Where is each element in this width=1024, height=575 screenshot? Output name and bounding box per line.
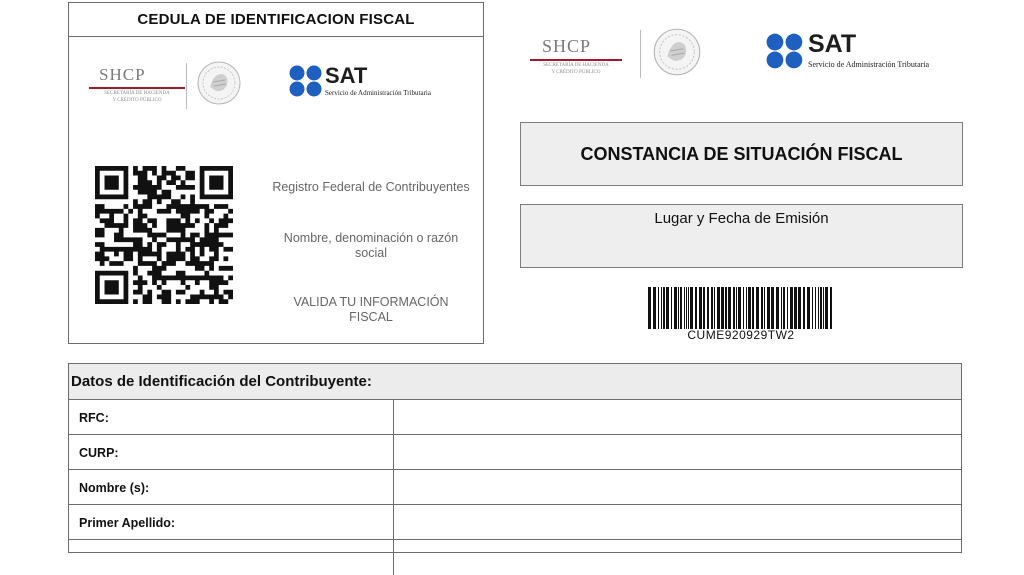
datos-table-title: Datos de Identificación del Contribuyente: [69, 364, 961, 400]
nombre-label-line-1: Nombre, denominación o razón [283, 231, 459, 245]
curp-field-label: CURP: [69, 435, 394, 469]
cedula-card [68, 2, 484, 344]
header-sat-subtitle: Servicio de Administración Tributaria [808, 60, 930, 69]
header-sat-dots-icon [766, 33, 804, 69]
valida-label-line-2: FISCAL [349, 310, 393, 324]
shcp-subtitle-1: SECRETARÍA DE HACIENDA [104, 91, 170, 96]
header-shcp-subtitle-1: SECRETARÍA DE HACIENDA [543, 63, 609, 68]
curp-field-value [394, 435, 961, 469]
constancia-title: CONSTANCIA DE SITUACIÓN FISCAL [580, 143, 903, 164]
qr-modules [95, 166, 233, 304]
barcode-bars [648, 287, 832, 329]
valida-label-line-1: VALIDA TU INFORMACIÓN [293, 295, 449, 309]
nombre-field-value [394, 470, 961, 504]
shcp-logo [87, 65, 187, 109]
sat-wordmark: SAT [325, 63, 368, 88]
rfc-label: Registro Federal de Contribuyentes [272, 180, 470, 194]
sat-logo [289, 65, 469, 101]
header-shcp-wordmark: SHCP [542, 36, 592, 56]
coat-of-arms-icon [196, 59, 242, 107]
shcp-wordmark: SHCP [99, 65, 146, 84]
shcp-subtitle-2: Y CRÉDITO PÚBLICO [112, 98, 162, 103]
lugar-fecha-box [520, 204, 963, 268]
table-row-curp [69, 435, 961, 470]
header-shcp-logo [528, 36, 624, 80]
constancia-title-box [520, 122, 963, 186]
header-sat-wordmark: SAT [808, 30, 857, 58]
header-sat-logo [766, 30, 966, 73]
next-field-label [69, 540, 394, 575]
table-row-next [69, 540, 961, 575]
shcp-divider-line [89, 87, 185, 89]
header-logo-separator [640, 30, 641, 78]
table-row-nombre [69, 470, 961, 505]
logo-separator [186, 63, 187, 109]
barcode [646, 287, 836, 329]
sat-dots-icon [289, 65, 323, 97]
table-row-rfc [69, 400, 961, 435]
sat-subtitle: Servicio de Administración Tributaria [325, 89, 431, 97]
next-field-value [394, 540, 961, 575]
primer-apellido-field-label: Primer Apellido: [69, 505, 394, 539]
lugar-fecha-label: Lugar y Fecha de Emisión [654, 210, 829, 227]
nombre-field-label: Nombre (s): [69, 470, 394, 504]
nombre-label-line-2: social [355, 246, 387, 260]
qr-code[interactable] [95, 166, 233, 304]
table-row-primer-apellido [69, 505, 961, 540]
barcode-text: CUME920929TW2 [687, 328, 795, 342]
cedula-title: CEDULA DE IDENTIFICACION FISCAL [69, 3, 483, 37]
datos-identificacion-table [68, 363, 962, 553]
header-shcp-divider-line [530, 59, 622, 61]
rfc-field-value [394, 400, 961, 434]
header-coat-of-arms-icon [652, 26, 702, 78]
rfc-field-label: RFC: [69, 400, 394, 434]
header-shcp-subtitle-2: Y CRÉDITO PÚBLICO [551, 70, 601, 75]
primer-apellido-field-value [394, 505, 961, 539]
